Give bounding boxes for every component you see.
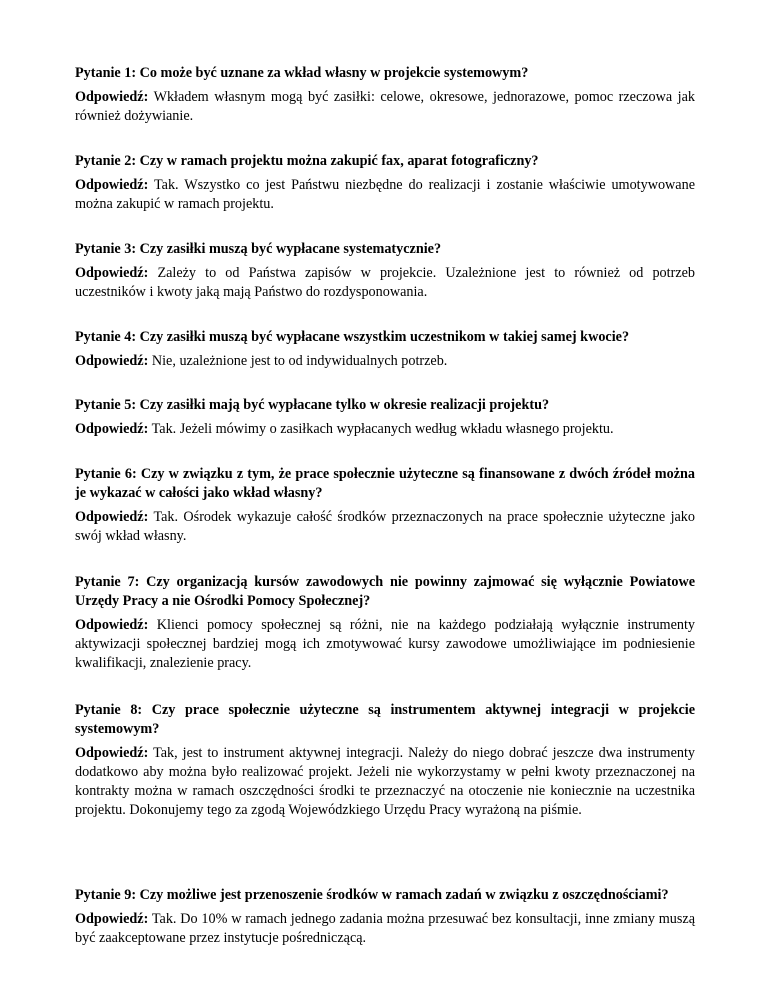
answer-label: Odpowiedź:	[75, 617, 149, 633]
answer-label: Odpowiedź:	[75, 509, 149, 525]
answer-8	[75, 744, 695, 820]
answer-text-9: Tak. Do 10% w ramach jednego zadania można przesuwać bez konsultacji, inne zmiany muszą być zaakceptowane przez instytucje pośredniczącą.	[75, 911, 695, 946]
answer-label: Odpowiedź:	[75, 911, 149, 927]
answer-text-6: Tak. Ośrodek wykazuje całość środków przeznaczonych na prace społecznie użyteczne jako swój wkład własny.	[75, 509, 695, 544]
answer-2	[75, 176, 695, 214]
qa-item-6	[75, 465, 695, 546]
answer-label: Odpowiedź:	[75, 353, 149, 369]
qa-item-4	[75, 328, 695, 371]
question-1: Pytanie 1: Co może być uznane za wkład własny w projekcie systemowym?	[75, 65, 529, 81]
answer-label: Odpowiedź:	[75, 177, 149, 193]
answer-1	[75, 88, 695, 126]
answer-text-4: Nie, uzależnione jest to od indywidualnych potrzeb.	[151, 353, 448, 369]
question-2: Pytanie 2: Czy w ramach projektu można zakupić fax, aparat fotograficzny?	[75, 153, 539, 169]
answer-9	[75, 910, 695, 948]
question-3: Pytanie 3: Czy zasiłki muszą być wypłacane systematycznie?	[75, 241, 442, 257]
answer-4	[75, 352, 695, 371]
answer-5	[75, 420, 695, 439]
question-7: Pytanie 7: Czy organizacją kursów zawodowych nie powinny zajmować się wyłącznie Powiatowe Urzędy Pracy a nie Ośrodki Pomocy Społecznej?	[75, 574, 695, 609]
answer-label: Odpowiedź:	[75, 421, 149, 437]
answer-text-7: Klienci pomocy społecznej są różni, nie na każdego podziałają wyłącznie instrumenty aktywizacji społecznej bardziej mogą ich zmotywować kursy zawodowe umożliwiające im podniesienie kwalifikacji, znalezienie pracy.	[75, 617, 695, 671]
qa-item-7	[75, 573, 695, 673]
question-6: Pytanie 6: Czy w związku z tym, że prace społecznie użyteczne są finansowane z dwóch źródeł można je wykazać w całości jako wkład własny?	[75, 466, 695, 501]
answer-label: Odpowiedź:	[75, 265, 149, 281]
qa-item-9	[75, 886, 695, 948]
answer-6	[75, 508, 695, 546]
answer-text-3: Zależy to od Państwa zapisów w projekcie. Uzależnione jest to również od potrzeb uczestników i kwoty jaką mają Państwo do rozdysponowania.	[75, 265, 696, 300]
answer-text-2: Tak. Wszystko co jest Państwu niezbędne do realizacji i zostanie właściwie umotywowane można zakupić w ramach projektu.	[75, 177, 695, 212]
qa-item-1	[75, 64, 695, 126]
answer-text-8: Tak, jest to instrument aktywnej integracji. Należy do niego dobrać jeszcze dwa instrumenty dodatkowo aby można było realizować projekt. Jeżeli nie wykorzystamy w pełni kwoty przeznaczonej na kontrakty można w ramach oszczędności środki te przeznaczyć na otoczenie nie koniecznie na uczestnika projektu. Dokonujemy tego za zgodą Wojewódzkiego Urzędu Pracy wyrażoną na piśmie.	[75, 745, 695, 818]
qa-item-3	[75, 240, 695, 302]
qa-item-2	[75, 152, 695, 214]
question-5: Pytanie 5: Czy zasiłki mają być wypłacane tylko w okresie realizacji projektu?	[75, 397, 550, 413]
qa-item-8	[75, 701, 695, 820]
answer-text-1: Wkładem własnym mogą być zasiłki: celowe, okresowe, jednorazowe, pomoc rzeczowa jak również dożywianie.	[75, 89, 696, 124]
question-4: Pytanie 4: Czy zasiłki muszą być wypłacane wszystkim uczestnikom w takiej samej kwocie?	[75, 329, 630, 345]
answer-label: Odpowiedź:	[75, 89, 149, 105]
answer-7	[75, 616, 695, 673]
question-8: Pytanie 8: Czy prace społecznie użyteczne są instrumentem aktywnej integracji w projekcie systemowym?	[75, 702, 695, 737]
answer-text-5: Tak. Jeżeli mówimy o zasiłkach wypłacanych według wkładu własnego projektu.	[151, 421, 614, 437]
qa-item-5	[75, 396, 695, 439]
question-9: Pytanie 9: Czy możliwe jest przenoszenie środków w ramach zadań w związku z oszczędnościami?	[75, 887, 669, 903]
answer-label: Odpowiedź:	[75, 745, 149, 761]
answer-3	[75, 264, 695, 302]
